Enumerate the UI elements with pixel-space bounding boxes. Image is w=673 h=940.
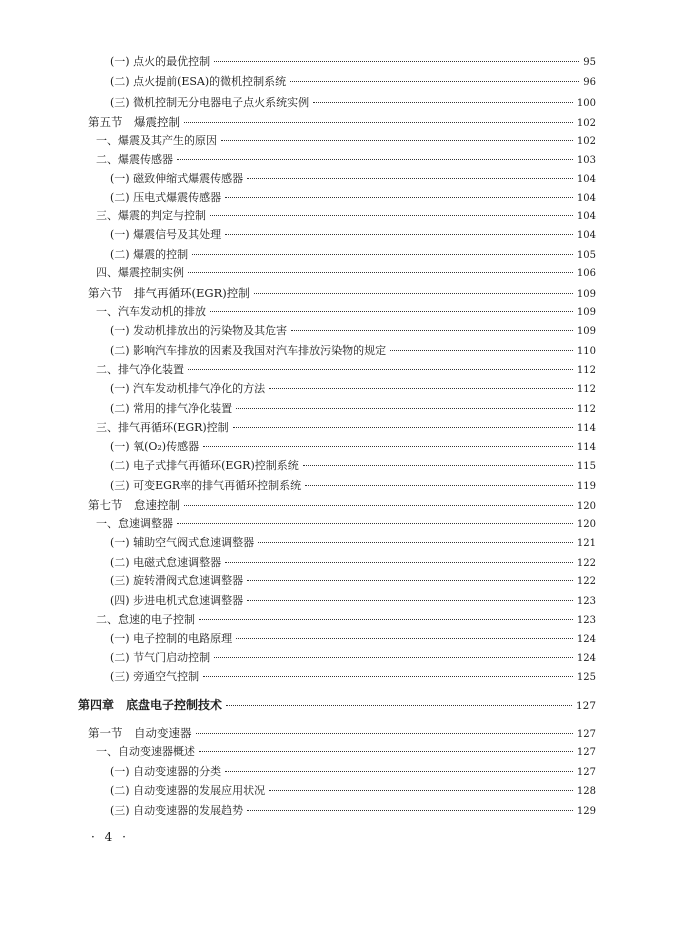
toc-entry-title: (一) 发动机排放出的污染物及其危害 <box>110 324 288 337</box>
toc-entry <box>110 556 596 571</box>
toc-entry-page: 114 <box>576 442 596 453</box>
toc-entry-page: 114 <box>576 423 596 434</box>
dot-leader <box>214 61 579 62</box>
toc-entry-title: (二) 影响汽车排放的因素及我国对汽车排放污染物的规定 <box>110 344 387 357</box>
toc-entry <box>96 209 596 224</box>
toc-entry-title: 三、爆震的判定与控制 <box>96 209 206 222</box>
dot-leader <box>210 215 573 216</box>
toc-entry-page: 127 <box>576 767 596 778</box>
toc-entry <box>110 632 596 647</box>
toc-entry <box>110 191 596 206</box>
toc-entry <box>110 784 596 799</box>
dot-leader <box>247 178 573 179</box>
toc-entry-page: 119 <box>576 481 596 492</box>
toc-entry-title: 三、排气再循环(EGR)控制 <box>96 421 229 434</box>
toc-entry-page: 110 <box>576 346 596 357</box>
dot-leader <box>236 638 573 639</box>
toc-entry-page: 105 <box>576 250 596 261</box>
page-number: · 4 · <box>91 830 129 844</box>
toc-entry-title: (三) 旁通空气控制 <box>110 670 200 683</box>
dot-leader <box>247 580 573 581</box>
dot-leader <box>247 810 573 811</box>
toc-entry <box>78 698 596 713</box>
toc-entry <box>110 765 596 780</box>
dot-leader <box>233 427 573 428</box>
toc-entry-page: 123 <box>576 596 596 607</box>
toc-entry <box>96 363 596 378</box>
toc-entry <box>88 726 596 742</box>
toc-entry <box>110 479 596 494</box>
dot-leader <box>226 705 572 706</box>
toc-entry <box>110 574 596 589</box>
toc-entry-title: (二) 电磁式怠速调整器 <box>110 556 222 569</box>
toc-entry-title: 二、爆震传感器 <box>96 153 173 166</box>
toc-entry-title: (三) 微机控制无分电器电子点火系统实例 <box>110 96 310 109</box>
toc-entry-title: (三) 自动变速器的发展趋势 <box>110 804 244 817</box>
toc-entry-page: 129 <box>576 806 596 817</box>
toc-entry-title: (一) 爆震信号及其处理 <box>110 228 222 241</box>
toc-entry-page: 112 <box>576 365 596 376</box>
toc-entry-title: 四、爆震控制实例 <box>96 266 184 279</box>
toc-entry <box>110 594 596 609</box>
toc-entry-title: 一、爆震及其产生的原因 <box>96 134 217 147</box>
toc-entry-title: 二、排气净化装置 <box>96 363 184 376</box>
toc-entry-page: 95 <box>583 57 596 68</box>
dot-leader <box>188 272 573 273</box>
toc-entry-title: (三) 旋转滑阀式怠速调整器 <box>110 574 244 587</box>
toc-entry-title: (二) 常用的排气净化装置 <box>110 402 233 415</box>
toc-entry-title: (一) 电子控制的电路原理 <box>110 632 233 645</box>
toc-entry-page: 115 <box>576 461 596 472</box>
toc-entry <box>110 344 596 359</box>
toc-entry-title: (二) 电子式排气再循环(EGR)控制系统 <box>110 459 299 472</box>
dot-leader <box>269 388 573 389</box>
toc-entry <box>110 440 596 455</box>
dot-leader <box>196 733 573 734</box>
dot-leader <box>305 485 573 486</box>
toc-entry-title: (四) 步进电机式怠速调整器 <box>110 594 244 607</box>
toc-entry-title: 二、怠速的电子控制 <box>96 613 195 626</box>
toc-entry-page: 104 <box>576 211 596 222</box>
toc-entry-page: 112 <box>576 404 596 415</box>
toc-entry <box>96 421 596 436</box>
dot-leader <box>313 102 573 103</box>
toc-entry <box>88 115 596 131</box>
toc-entry-page: 120 <box>576 501 596 512</box>
dot-leader <box>236 408 573 409</box>
dot-leader <box>203 676 573 677</box>
toc-entry-page: 128 <box>576 786 596 797</box>
dot-leader <box>258 542 573 543</box>
toc-entry-page: 102 <box>576 136 596 147</box>
toc-entry-title: 第七节 怠速控制 <box>88 498 180 512</box>
toc-entry <box>110 402 596 417</box>
dot-leader <box>225 234 573 235</box>
toc-entry <box>110 228 596 243</box>
toc-entry <box>96 613 596 628</box>
toc-entry-title: 一、自动变速器概述 <box>96 745 195 758</box>
toc-entry-page: 127 <box>576 729 596 740</box>
dot-leader <box>290 81 579 82</box>
dot-leader <box>254 293 573 294</box>
dot-leader <box>221 140 573 141</box>
toc-entry-page: 102 <box>576 118 596 129</box>
dot-leader <box>184 505 573 506</box>
toc-entry-page: 125 <box>576 672 596 683</box>
toc-entry <box>110 804 596 819</box>
dot-leader <box>269 790 573 791</box>
toc-entry <box>110 459 596 474</box>
dot-leader <box>177 159 573 160</box>
dot-leader <box>247 600 573 601</box>
dot-leader <box>199 751 573 752</box>
toc-entry <box>96 134 596 149</box>
toc-entry <box>110 536 596 551</box>
toc-entry-title: (二) 点火提前(ESA)的微机控制系统 <box>110 75 287 88</box>
toc-entry-title: (二) 节气门启动控制 <box>110 651 211 664</box>
toc-entry-title: 一、汽车发动机的排放 <box>96 305 206 318</box>
dot-leader <box>303 465 573 466</box>
toc-entry <box>110 248 596 263</box>
toc-entry <box>96 305 596 320</box>
toc-entry <box>110 651 596 666</box>
toc-entry <box>110 55 596 70</box>
toc-entry-title: (二) 压电式爆震传感器 <box>110 191 222 204</box>
toc-entry-page: 127 <box>576 747 596 758</box>
dot-leader <box>291 330 573 331</box>
toc-entry <box>110 75 596 90</box>
toc-entry-title: 第四章 底盘电子控制技术 <box>78 698 223 712</box>
dot-leader <box>199 619 573 620</box>
toc-entry-page: 121 <box>576 538 596 549</box>
toc-entry-page: 120 <box>576 519 596 530</box>
toc-entry-title: (一) 辅助空气阀式怠速调整器 <box>110 536 255 549</box>
toc-entry-page: 104 <box>576 193 596 204</box>
toc-entry-page: 122 <box>576 576 596 587</box>
toc-entry-title: (一) 点火的最优控制 <box>110 55 211 68</box>
dot-leader <box>210 311 573 312</box>
toc-entry-title: (一) 汽车发动机排气净化的方法 <box>110 382 266 395</box>
toc-entry <box>96 517 596 532</box>
toc-entry-page: 123 <box>576 615 596 626</box>
toc-entry-page: 100 <box>576 98 596 109</box>
toc-entry <box>96 266 596 281</box>
toc-entry-title: 第一节 自动变速器 <box>88 726 192 740</box>
toc-entry-page: 127 <box>575 700 596 712</box>
toc-entry <box>110 324 596 339</box>
dot-leader <box>390 350 573 351</box>
toc-entry-page: 104 <box>576 174 596 185</box>
toc-entry-title: (三) 可变EGR率的排气再循环控制系统 <box>110 479 302 492</box>
toc-entry <box>110 382 596 397</box>
toc-entry <box>110 96 596 111</box>
toc-entry-page: 109 <box>576 289 596 300</box>
toc-entry-title: (一) 自动变速器的分类 <box>110 765 222 778</box>
dot-leader <box>225 197 573 198</box>
toc-entry <box>96 153 596 168</box>
dot-leader <box>225 562 573 563</box>
toc-entry-title: (二) 爆震的控制 <box>110 248 189 261</box>
dot-leader <box>188 369 573 370</box>
toc-entry <box>88 498 596 514</box>
dot-leader <box>214 657 573 658</box>
toc-entry-page: 122 <box>576 558 596 569</box>
toc-entry-page: 109 <box>576 326 596 337</box>
toc-entry <box>88 286 596 302</box>
dot-leader <box>203 446 573 447</box>
toc-entry-title: (二) 自动变速器的发展应用状况 <box>110 784 266 797</box>
toc-entry-title: (一) 磁致伸缩式爆震传感器 <box>110 172 244 185</box>
toc-entry <box>96 745 596 760</box>
toc-entry-title: (一) 氧(O₂)传感器 <box>110 440 200 453</box>
toc-entry <box>110 172 596 187</box>
toc-entry-page: 106 <box>576 268 596 279</box>
dot-leader <box>177 523 573 524</box>
toc-entry-page: 103 <box>576 155 596 166</box>
toc-entry-page: 124 <box>576 653 596 664</box>
toc-entry <box>110 670 596 685</box>
toc-entry-title: 一、怠速调整器 <box>96 517 173 530</box>
dot-leader <box>184 122 573 123</box>
toc-entry-title: 第五节 爆震控制 <box>88 115 180 129</box>
toc-entry-title: 第六节 排气再循环(EGR)控制 <box>88 286 250 300</box>
toc-entry-page: 124 <box>576 634 596 645</box>
dot-leader <box>192 254 573 255</box>
toc-entry-page: 112 <box>576 384 596 395</box>
toc-entry-page: 96 <box>583 77 596 88</box>
toc-entry-page: 109 <box>576 307 596 318</box>
toc-entry-page: 104 <box>576 230 596 241</box>
dot-leader <box>225 771 573 772</box>
